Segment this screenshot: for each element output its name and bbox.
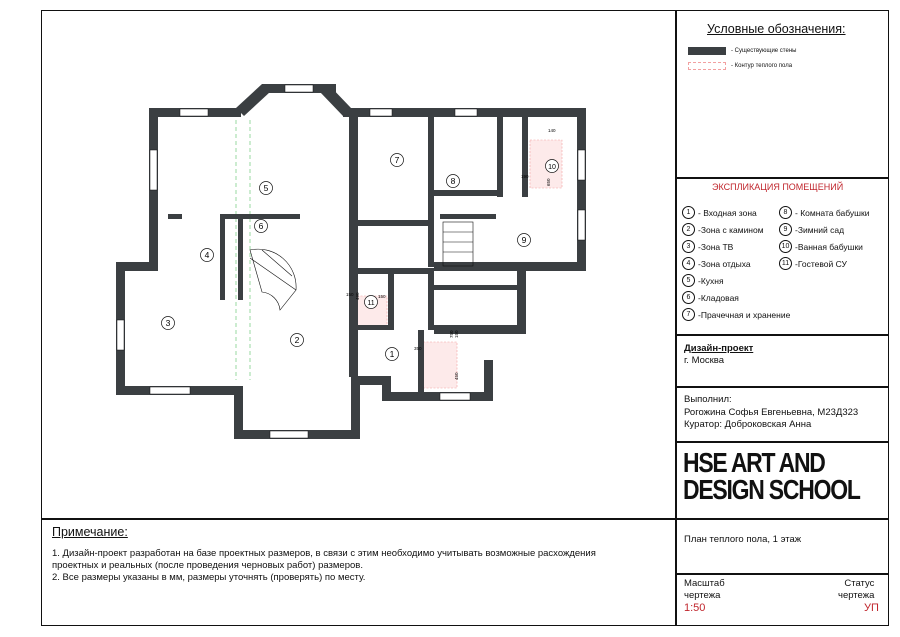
plan-name: План теплого пола, 1 этаж <box>684 534 802 545</box>
room-name: -Зона отдыха <box>698 258 751 269</box>
legend-walls-label: - Существующие стены <box>731 48 797 54</box>
svg-text:7: 7 <box>394 155 400 165</box>
room-marker <box>365 296 378 309</box>
room-marker <box>260 182 273 195</box>
room-number-badge: 11 <box>779 257 792 270</box>
svg-text:4: 4 <box>204 250 210 260</box>
svg-text:5: 5 <box>263 183 269 193</box>
room-name: -Кладовая <box>698 292 739 303</box>
scale-value: 1:50 <box>684 602 706 614</box>
room-name: -Зимний сад <box>795 224 845 235</box>
room-marker <box>546 160 559 173</box>
note-title: Примечание: <box>52 525 128 539</box>
room-marker <box>391 154 404 167</box>
room-name: -Ванная бабушки <box>795 241 863 252</box>
legend-floor-label: - Контур теплого пола <box>731 63 793 69</box>
svg-text:1: 1 <box>389 349 395 359</box>
project-title: Дизайн-проект <box>684 343 754 354</box>
svg-text:10: 10 <box>548 164 556 171</box>
room-marker <box>447 175 460 188</box>
room-name: -Гостевой СУ <box>795 258 847 269</box>
dimension-value: 350 <box>414 346 422 351</box>
status-label: Статус чертежа <box>838 578 875 601</box>
room-name: - Входная зона <box>698 207 757 218</box>
explication-title: ЭКСПЛИКАЦИЯ ПОМЕЩЕНИЙ <box>712 182 844 192</box>
room-marker <box>255 220 268 233</box>
note-line-2: проектных и реальных (после проведения черновых работ) размеров. <box>52 560 363 571</box>
room-marker <box>291 334 304 347</box>
dimension-value: 150 <box>454 330 459 338</box>
curator-name: Куратор: Доброковская Анна <box>684 419 812 430</box>
dimension-value: 650 <box>546 178 551 186</box>
room-number-badge: 8 <box>779 206 792 219</box>
dimension-value: 140 <box>548 128 556 133</box>
room-name: -Кухня <box>698 275 724 286</box>
room-marker <box>162 317 175 330</box>
room-number-badge: 10 <box>779 240 792 253</box>
svg-text:11: 11 <box>367 300 375 307</box>
svg-text:6: 6 <box>258 221 264 231</box>
dimension-value: 750 <box>449 330 454 338</box>
school-logo: HSE ART AND DESIGN SCHOOL <box>683 447 860 505</box>
room-name: - Комната бабушки <box>795 207 870 218</box>
done-label: Выполнил: <box>684 394 732 405</box>
note-line-1: 1. Дизайн-проект разработан на базе проектных размеров, в связи с этим необходимо учитывать возможные расхождения <box>52 548 596 559</box>
room-name: -Прачечная и хранение <box>698 309 791 320</box>
dimension-value: 450 <box>454 372 459 380</box>
room-number-badge: 2 <box>682 223 695 236</box>
svg-text:3: 3 <box>165 318 171 328</box>
room-number-badge: 7 <box>682 308 695 321</box>
legend-title: Условные обозначения: <box>707 22 846 36</box>
room-number-badge: 5 <box>682 274 695 287</box>
svg-text:2: 2 <box>294 335 300 345</box>
svg-text:8: 8 <box>450 176 456 186</box>
room-marker <box>201 249 214 262</box>
note-line-3: 2. Все размеры указаны в мм, размеры уточнять (проверять) по месту. <box>52 572 366 583</box>
room-marker <box>386 348 399 361</box>
room-number-badge: 3 <box>682 240 695 253</box>
dimension-value: 150 <box>378 294 386 299</box>
room-name: -Зона с камином <box>698 224 764 235</box>
existing-walls <box>116 84 586 439</box>
dimension-value: 190 <box>521 174 529 179</box>
room-number-badge: 6 <box>682 291 695 304</box>
scale-label: Масштаб чертежа <box>684 578 725 601</box>
room-marker <box>518 234 531 247</box>
dimension-value: 490 <box>355 292 360 300</box>
room-name: -Зона ТВ <box>698 241 734 252</box>
status-value: УП <box>864 602 879 614</box>
room-number-badge: 4 <box>682 257 695 270</box>
room-number-badge: 9 <box>779 223 792 236</box>
dimension-value: 150 <box>346 292 354 297</box>
svg-text:9: 9 <box>521 235 527 245</box>
author-name: Рогожина Софья Евгеньевна, М23Д323 <box>684 407 859 418</box>
project-city: г. Москва <box>684 355 725 366</box>
room-number-badge: 1 <box>682 206 695 219</box>
